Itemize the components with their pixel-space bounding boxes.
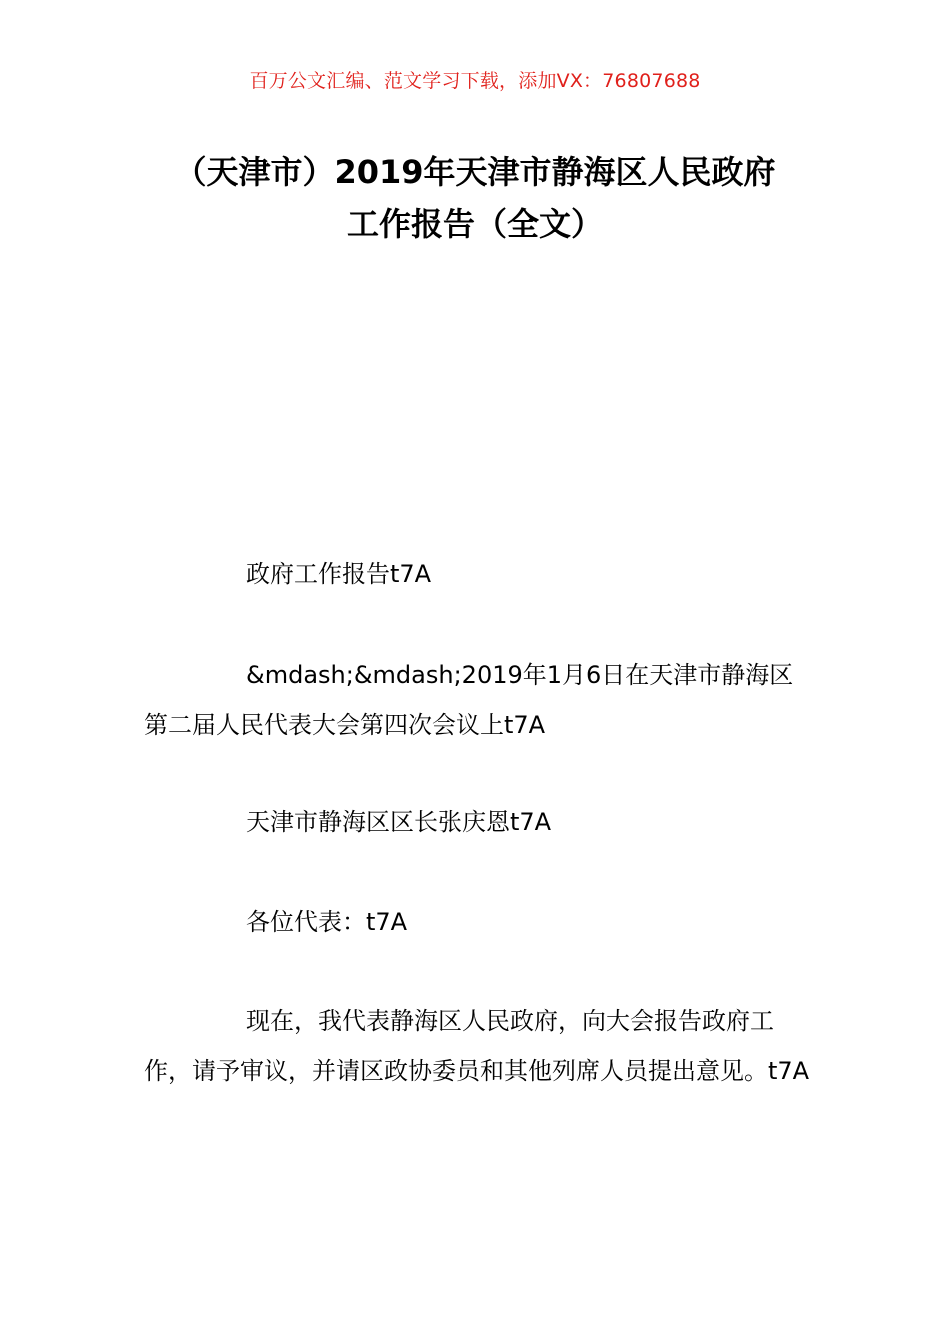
paragraph-report-heading: 政府工作报告t7A <box>246 560 432 588</box>
paragraph-meeting-date: &mdash;&mdash;2019年1月6日在天津市静海区第二届人民代表大会第四次会议上t7A <box>144 661 794 739</box>
paragraph-speaker: 天津市静海区区长张庆恩t7A <box>246 808 552 836</box>
paragraph-opening: 现在，我代表静海区人民政府，向大会报告政府工作，请予审议，并请区政协委员和其他列席人员提出意见。t7A <box>144 1007 810 1085</box>
document-title <box>120 146 830 250</box>
document-title-line2: 工作报告（全文） <box>346 205 603 243</box>
document-title-line1: （天津市）2019年天津市静海区人民政府 <box>174 153 776 191</box>
paragraph-salutation: 各位代表：t7A <box>246 908 408 936</box>
header-note: 百万公文汇编、范文学习下载，添加VX：76807688 <box>249 70 701 92</box>
